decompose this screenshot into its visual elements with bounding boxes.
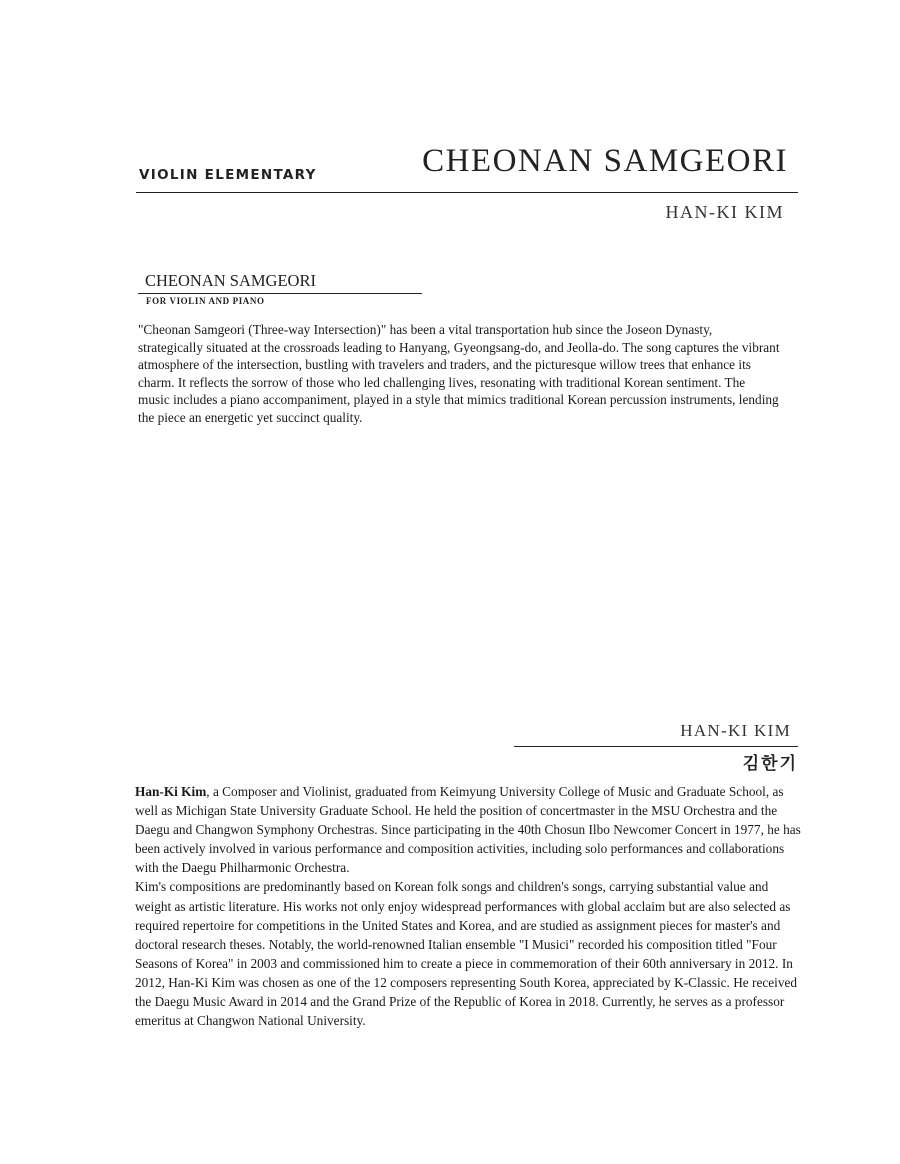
biography-lead-name: Han-Ki Kim — [135, 784, 207, 799]
piece-title-divider — [138, 293, 422, 294]
piece-subtitle: FOR VIOLIN AND PIANO — [146, 296, 265, 306]
biography-divider — [514, 746, 798, 747]
biography-korean-name: 김한기 — [742, 754, 798, 774]
page-title: CHEONAN SAMGEORI — [422, 143, 788, 179]
series-label: VIOLIN ELEMENTARY — [139, 167, 317, 183]
biography-text — [135, 782, 803, 1030]
piece-description: "Cheonan Samgeori (Three-way Intersection)" has been a vital transportation hub since the Joseon Dynasty, strategically situated at the crossroads leading to Hanyang, Gyeongsang-do, and Jeolla-do. The song captures the vibrant atmosphere of the intersection, bustling with travelers and traders, and the picturesque willow trees that enhance its charm. It reflects the sorrow of those who led challenging lives, resonating with traditional Korean sentiment. The music includes a piano accompaniment, played in a style that mimics traditional Korean percussion instruments, lending the piece an energetic yet succinct quality. — [138, 322, 780, 425]
biography-paragraph-1-text: , a Composer and Violinist, graduated from Keimyung University College of Music and Graduate School, as well as Michigan State University Graduate School. He held the position of concertmaster in the MSU Orchestra and the Daegu and Changwon Symphony Orchestras. Since participating in the 40th Chosun Ilbo Newcomer Concert in 1977, he has been actively involved in various performance and composition activities, including solo performances and collaborations with the Daegu Philharmonic Orchestra. — [135, 784, 801, 876]
header-divider — [136, 192, 798, 193]
header-composer: HAN-KI KIM — [665, 202, 784, 222]
biography-heading: HAN-KI KIM — [680, 721, 791, 740]
biography-paragraph-2: Kim's compositions are predominantly based on Korean folk songs and children's songs, carrying substantial value and weight as artistic literature. His works not only enjoy widespread performances with global acclaim but are also selected as required repertoire for competitions in the United States and Korea, and are studied as assignment pieces for master's and doctoral research theses. Notably, the world-renowned Italian ensemble "I Musici" recorded his composition titled "Four Seasons of Korea" in 2003 and commissioned him to create a piece in commemoration of their 60th anniversary in 2012. In 2012, Han-Ki Kim was chosen as one of the 12 composers representing South Korea, appreciated by K-Classic. He received the Daegu Music Award in 2014 and the Grand Prize of the Republic of Korea in 2018. Currently, he serves as a professor emeritus at Changwon National University. — [135, 879, 798, 1029]
piece-title: CHEONAN SAMGEORI — [145, 271, 316, 290]
biography-paragraph-1 — [135, 782, 803, 877]
